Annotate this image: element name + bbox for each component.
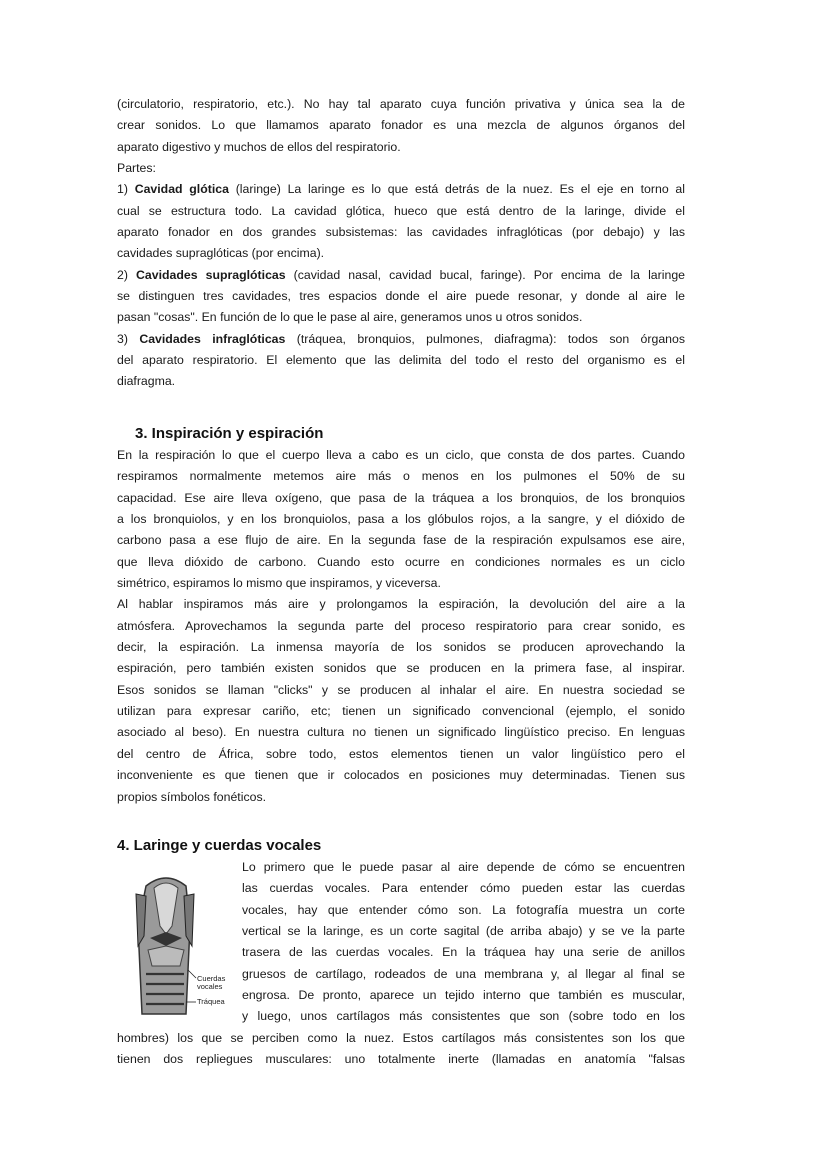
heading-inspiracion: 3. Inspiración y espiración: [135, 425, 324, 442]
text-line: propios símbolos fonéticos.: [117, 789, 267, 804]
text-line: del centro de África, sobre todo, estos elementos tienen un valor lingüístico pero el: [117, 746, 685, 761]
text-line: inconveniente es que tienen que ir colocados en posiciones muy determinadas. Tienen sus: [117, 768, 685, 783]
text-line: 2) Cavidades supraglóticas (cavidad nasal, cavidad bucal, faringe). Por encima de la laringe: [117, 267, 685, 282]
text-line: se distinguen tres cavidades, tres espacios donde el aire puede resonar, y donde al aire le: [117, 289, 685, 304]
text-line: Partes:: [117, 161, 156, 176]
text-line: 1) Cavidad glótica (laringe) La laringe es lo que está detrás de la nuez. Es el eje en torno al: [117, 182, 685, 197]
text-line: En la respiración lo que el cuerpo lleva a cabo es un ciclo, que consta de dos partes. Cuando: [117, 448, 685, 462]
text-line: simétrico, espiramos lo mismo que inspiramos, y viceversa.: [117, 576, 441, 591]
text-line: carbono pasa a ese flujo de aire. En la segunda fase de la respiración expulsamos ese aire,: [117, 533, 685, 548]
larynx-figure: [128, 866, 232, 1018]
text-line: decir, la espiración. La inmensa mayoría de los sonidos se producen aprovechando la: [117, 640, 685, 655]
text-line: y luego, unos cartílagos más consistentes que son (sobre todo en los: [242, 1009, 685, 1024]
text-line: aparato fonador en dos grandes subsistemas: las cavidades infraglóticas (por debajo) y las: [117, 225, 685, 240]
bold-term: Cavidades supraglóticas: [136, 267, 286, 282]
bold-term: Cavidad glótica: [134, 182, 229, 197]
text-line: vertical se la laringe, es un corte sagital (de arriba abajo) y se ve la parte: [242, 924, 685, 939]
text-line: crear sonidos. Lo que llamamos aparato fonador es una mezcla de algunos órganos del: [117, 118, 685, 133]
text-line: Esos sonidos se llaman "clicks" y se producen al inhalar el aire. En nuestra sociedad se: [117, 682, 685, 697]
heading-laringe: 4. Laringe y cuerdas vocales: [117, 837, 322, 854]
text-line: atmósfera. Aprovechamos la segunda parte del proceso respiratorio para crear sonido, es: [117, 618, 685, 633]
text-line: trasera de las cuerdas vocales. En la tráquea hay una serie de anillos: [242, 945, 685, 960]
text-line: vocales, hay que entender cómo son. La fotografía muestra un corte: [242, 902, 685, 917]
text-line: utilizan para expresar cariño, etc; tienen un significado convencional (ejemplo, el sonido: [117, 704, 685, 719]
text-line: diafragma.: [117, 374, 176, 389]
section3-text: [117, 445, 685, 808]
text-line: espiración, pero también existen sonidos que se producen en la primera fase, al inspirar.: [117, 661, 685, 676]
text-line: aparato digestivo y muchos de ellos del respiratorio.: [117, 139, 401, 154]
label-traquea: Tráquea: [197, 997, 225, 1006]
bold-term: Cavidades infraglóticas: [139, 331, 286, 346]
text-line: pasan "cosas". En función de lo que le pase al aire, generamos unos u otros sonidos.: [117, 310, 583, 325]
text-line: (circulatorio, respiratorio, etc.). No hay tal aparato cuya función privativa y única sea la de: [117, 97, 685, 111]
text-line: cavidades supraglóticas (por encima).: [117, 246, 325, 261]
text-line: cual se estructura todo. La cavidad glótica, hueco que está dentro de la laringe, divide el: [117, 203, 685, 218]
text-line: respiramos normalmente metemos aire más o menos en los pulmones el 50% de su: [117, 469, 685, 484]
text-line: tienen dos repliegues musculares: uno totalmente inerte (llamadas en anatomía "falsas: [117, 1052, 685, 1067]
text-line: Lo primero que le puede pasar al aire depende de cómo se encuentren: [242, 860, 685, 874]
text-line: engrosa. De pronto, aparece un tejido interno que también es muscular,: [242, 988, 685, 1003]
text-line: gruesos de cartílago, rodeados de una membrana y, al llegar al final se: [242, 966, 685, 981]
section-parts-text: [117, 94, 685, 393]
text-line: 3) Cavidades infraglóticas (tráquea, bronquios, pulmones, diafragma): todos son órganos: [117, 331, 685, 346]
text-line: capacidad. Ese aire lleva oxígeno, que pasa de la tráquea a los bronquios, de los bronquios: [117, 490, 685, 505]
text-line: a los bronquiolos, y en los bronquiolos, pasa a los glóbulos rojos, a la sangre, y el dióxido de: [117, 512, 685, 527]
label-cuerdas-vocales: Cuerdas vocales: [197, 975, 241, 991]
text-line: que lleva dióxido de carbono. Cuando esto ocurre en condiciones normales es un ciclo: [117, 554, 685, 569]
text-line: asociado al beso). En nuestra cultura no tienen un significado lingüístico preciso. En lenguas: [117, 725, 685, 740]
text-line: hombres) los que se perciben como la nuez. Estos cartílagos más consistentes son los que: [117, 1030, 685, 1045]
text-line: del aparato respiratorio. El elemento que las delimita del todo el resto del organismo es el: [117, 353, 685, 368]
text-line: Al hablar inspiramos más aire y prolongamos la espiración, la devolución del aire a la: [117, 597, 685, 612]
text-line: las cuerdas vocales. Para entender cómo pueden estar las cuerdas: [242, 881, 685, 896]
